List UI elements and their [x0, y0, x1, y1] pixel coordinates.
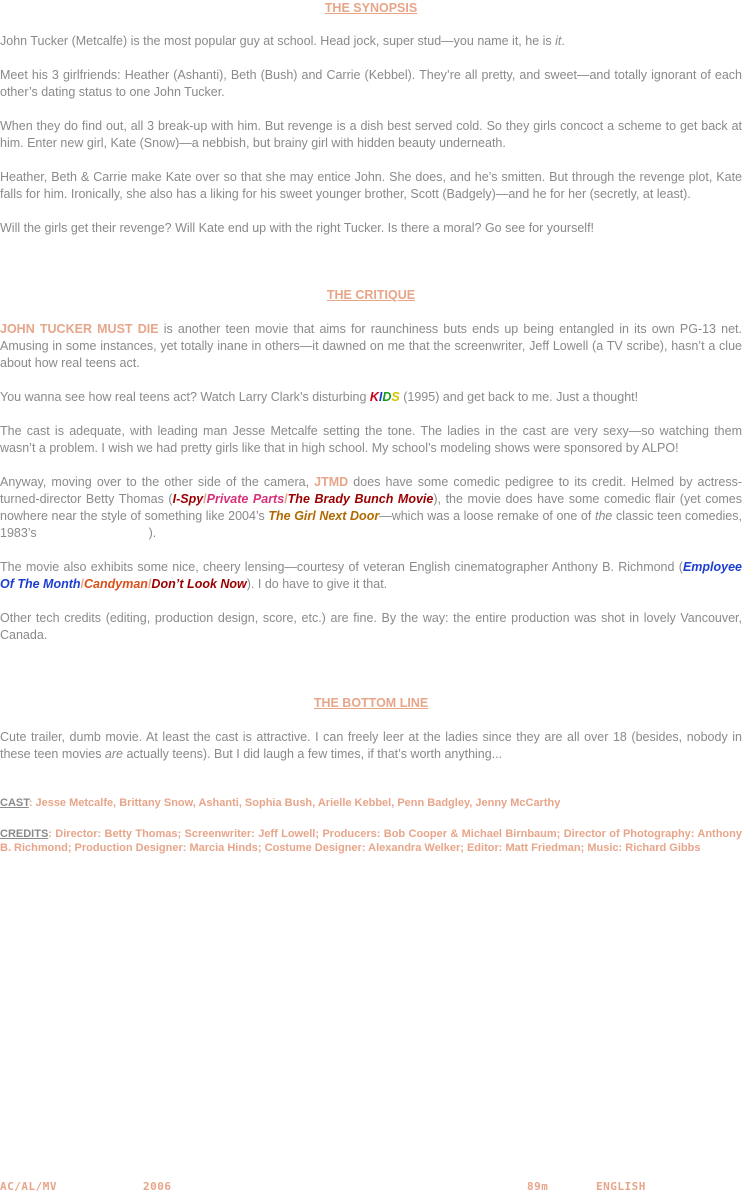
- synopsis-paragraph-5: Will the girls get their revenge? Will Kate end up with the right Tucker. Is there a moral? Go see for yourself!: [0, 221, 595, 235]
- movie-abbreviation: JTMD: [314, 475, 349, 489]
- footer-language: ENGLISH: [596, 1180, 646, 1193]
- film-ispy: I-Spy: [172, 492, 204, 506]
- film-dont-look-now: Don’t Look Now: [151, 577, 247, 591]
- film-candyman: Candyman: [84, 577, 148, 591]
- critique-section: [0, 287, 742, 644]
- film-girl-next-door: The Girl Next Door: [268, 509, 380, 523]
- critique-paragraph-4: Anyway, moving over to the other side of the camera, JTMD does have some comedic pedigree to its credit. Helmed by actress-turned-director Betty Thomas (I-Spy/Private Parts/The Brady Bunch Movie), the movie does have some comedic flair (yet comes nowhere near the style of something like 2004’s The Girl Next Door—which was a loose remake of one of the classic teen comedies, 1983’s ).: [0, 475, 742, 540]
- critique-paragraph-3: The cast is adequate, with leading man Jesse Metcalfe setting the tone. The ladies in the cast are very sexy—so watching them wasn’t a problem. I wish we had pretty girls like that in high school. My school’s modeling shows were sponsored by ALPO!: [0, 424, 742, 455]
- bottom-line-heading: THE BOTTOM LINE: [313, 696, 429, 710]
- bottom-line-paragraph: Cute trailer, dumb movie. At least the cast is attractive. I can freely leer at the ladies since they are all over 18 (besides, nobody in these teen movies are actually teens). But I did laugh a few times, if that’s worth anything...: [0, 730, 742, 761]
- critique-paragraph-5: The movie also exhibits some nice, cheery lensing—courtesy of veteran English cinematographer Anthony B. Richmond (Employee Of The Month/Candyman/Don’t Look Now). I do have to give it that.: [0, 560, 742, 591]
- cast-line: CAST: Jesse Metcalfe, Brittany Snow, Ashanti, Sophia Bush, Arielle Kebbel, Penn Badgley, Jenny McCarthy: [0, 797, 561, 809]
- film-kids: KIDS: [369, 390, 400, 404]
- synopsis-paragraph-3: When they do find out, all 3 break-up with him. But revenge is a dish best served cold. So they girls concoct a scheme to get back at him. Enter new girl, Kate (Snow)—a nebbish, but brainy girl with hidden beauty underneath.: [0, 119, 742, 150]
- synopsis-paragraph-2: Meet his 3 girlfriends: Heather (Ashanti), Beth (Bush) and Carrie (Kebbel). They’re all pretty, and sweet—and totally ignorant of each other’s dating status to one John Tucker.: [0, 68, 742, 99]
- credits-block: CREDITS: Director: Betty Thomas; Screenwriter: Jeff Lowell; Producers: Bob Cooper & Michael Birnbaum; Director of Photography: Anthony B. Richmond; Production Designer: Marcia Hinds; Costume Designer: Alexandra Welker; Editor: Matt Friedman; Music: Richard Gibbs: [0, 828, 742, 854]
- footer-rating: AC/AL/MV: [0, 1180, 57, 1193]
- footer-runtime: 89m: [527, 1180, 549, 1193]
- synopsis-heading: THE SYNOPSIS: [324, 1, 418, 15]
- footer-year: 2006: [143, 1180, 172, 1193]
- critique-paragraph-2: You wanna see how real teens act? Watch Larry Clark’s disturbing KIDS (1995) and get back to me. Just a thought!: [0, 390, 639, 404]
- film-employee-of-the-month: Employee Of The Month: [0, 560, 742, 591]
- critique-paragraph-1: JOHN TUCKER MUST DIE is another teen movie that aims for raunchiness buts ends up being entangled in its own PG-13 net. Amusing in some instances, yet totally inane in others—it dawned on me that the screenwriter, Jeff Lowell (a TV scribe), hasn’t a clue about how real teens act.: [0, 322, 742, 370]
- synopsis-section: [0, 0, 742, 237]
- critique-paragraph-6: Other tech credits (editing, production design, score, etc.) are fine. By the way: the entire production was shot in lovely Vancouver, Canada.: [0, 611, 742, 642]
- synopsis-paragraph-4: Heather, Beth & Carrie make Kate over so that she may entice John. She does, and he’s smitten. But through the revenge plot, Kate falls for him. Ironically, she also has a liking for his sweet younger brother, Scott (Badgely)—and he for her (secretly, at least).: [0, 170, 742, 201]
- movie-title: JOHN TUCKER MUST DIE: [0, 322, 159, 336]
- film-brady-bunch: The Brady Bunch Movie: [287, 492, 434, 506]
- critique-heading: THE CRITIQUE: [326, 288, 416, 302]
- footer-bar: [0, 1180, 742, 1194]
- film-private-parts: Private Parts: [206, 492, 285, 506]
- bottom-line-section: [0, 695, 742, 763]
- synopsis-paragraph-1: John Tucker (Metcalfe) is the most popular guy at school. Head jock, super stud—you name it, he is it.: [0, 34, 565, 48]
